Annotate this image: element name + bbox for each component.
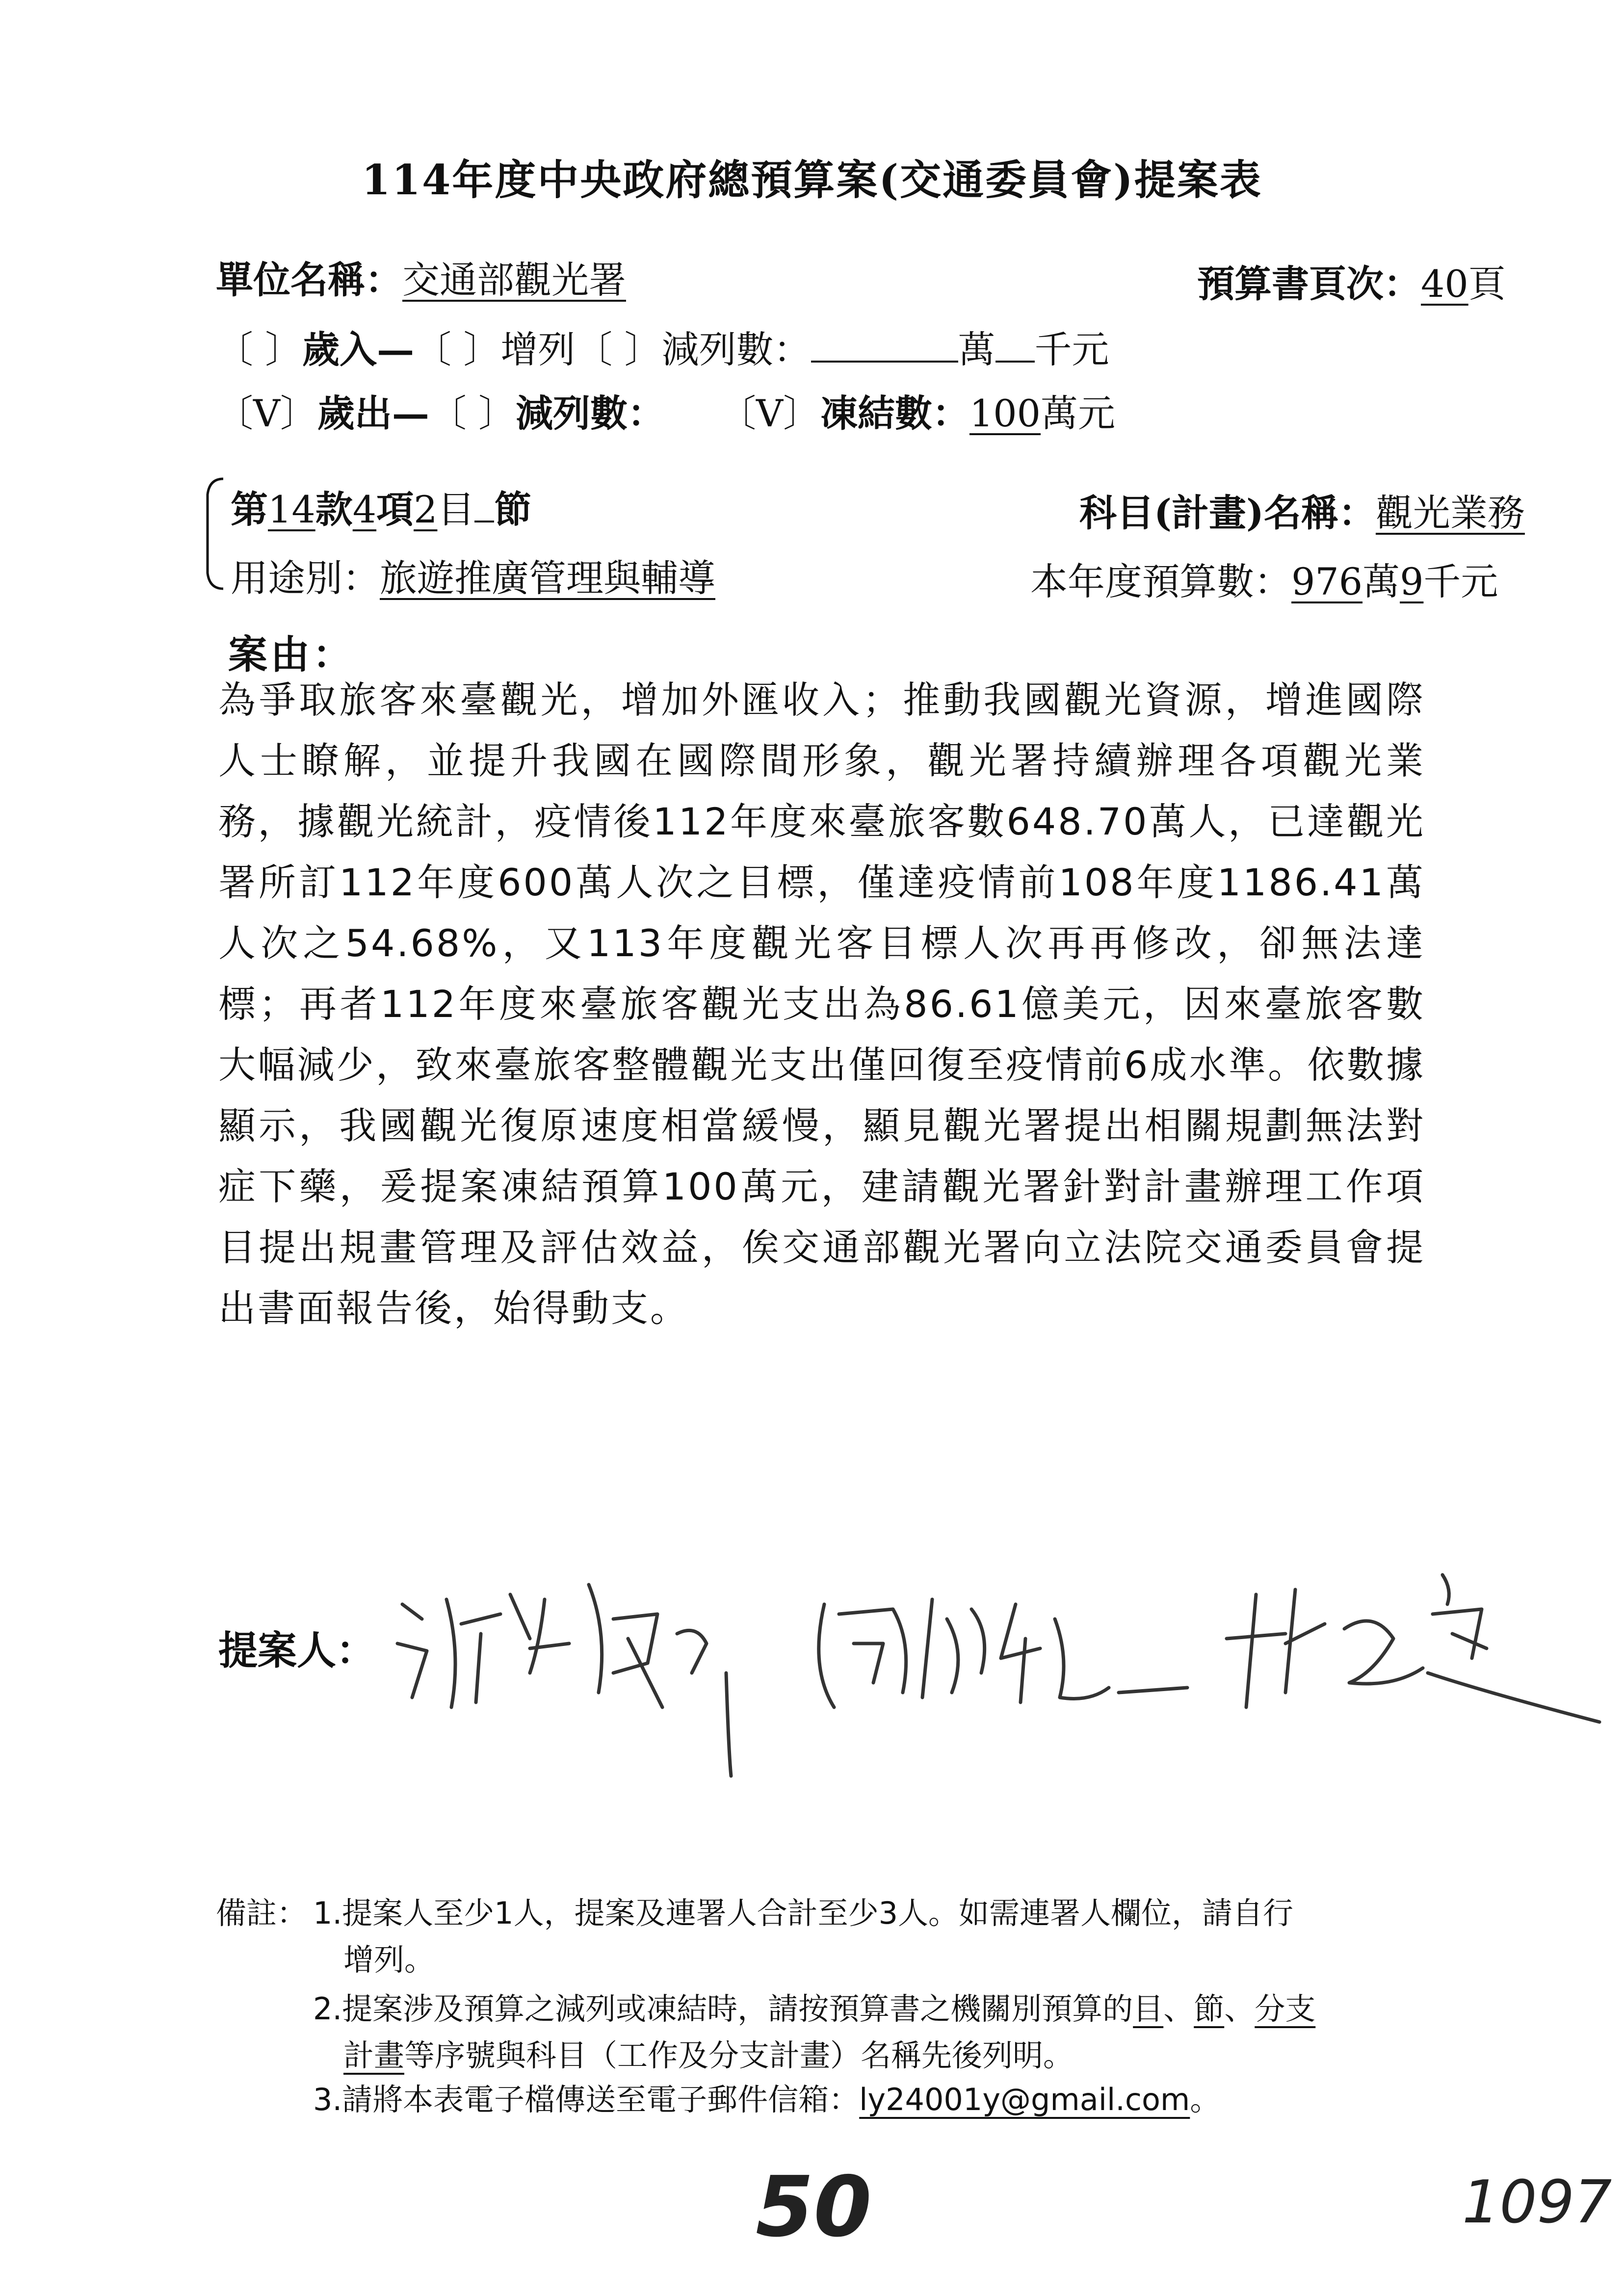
note-1-num: 1. [313, 1895, 342, 1931]
signature-1 [397, 1585, 707, 1707]
note-2-num: 2. [313, 1991, 342, 2027]
item-row [231, 480, 531, 533]
reason-heading: 案由： [228, 631, 355, 678]
purpose [231, 548, 715, 602]
budget-page [1197, 254, 1506, 308]
item-jie-label: 節 [494, 488, 532, 531]
annual-budget-label: 本年度預算數： [1030, 560, 1291, 603]
expense-freeze-unit: 萬元 [1041, 391, 1116, 435]
item-xiang: 4 [352, 488, 377, 531]
revenue-wan-blank [811, 331, 958, 363]
expense-label: 歲出— [317, 391, 429, 435]
budget-page-value: 40 [1421, 262, 1468, 306]
item-jie-blank [474, 491, 494, 522]
subject-label: 科目(計畫)名稱： [1079, 491, 1376, 535]
reason-text: 為爭取旅客來臺觀光，增加外匯收入；推動我國觀光資源，增進國際人士瞭解，並提升我國在國際間形象，觀光署持續辦理各項觀光業務，據觀光統計，疫情後112年度來臺旅客數648.70萬人，已達觀光署所訂112年度600萬人次之目標，僅達疫情前108年度1186.41萬人次之54.68%，又113年度觀光客目標人次再再修改，卻無法達標；再者112年度來臺旅客觀光支出為86.61億美元，因來臺旅客數大幅減少，致來臺旅客整體觀光支出僅回復至疫情前6成水準。依數據顯示，我國觀光復原速度相當緩慢，顯見觀光署提出相關規劃無法對症下藥，爰提案凍結預算100萬元，建請觀光署針對計畫辦理工作項目提出規畫管理及評估效益，俟交通部觀光署向立法院交通委員會提出書面報告後，始得動支。 [218, 678, 1425, 1330]
note-1-text: 提案人至少1人，提案及連署人合計至少3人。如需連署人欄位，請自行 [342, 1895, 1294, 1931]
item-mu: 2 [414, 488, 438, 531]
proposer-label: 提案人： [218, 1627, 375, 1673]
revenue-wan-unit: 萬 [958, 328, 995, 371]
revenue-decrease-label: 減列數： [661, 328, 811, 371]
note-2-sep2: 、 [1224, 1991, 1255, 2027]
expense-checkbox: 〔V〕 [216, 391, 317, 435]
note-3-end: 。 [1190, 2082, 1221, 2117]
note-2-u2: 節 [1194, 1991, 1225, 2027]
subject-value: 觀光業務 [1375, 491, 1525, 535]
notes-label: 備註： [216, 1895, 308, 1931]
revenue-qian-unit: 千元 [1034, 328, 1109, 371]
item-mu-label: 目 [437, 488, 475, 531]
purpose-label: 用途別： [231, 556, 380, 600]
purpose-value: 旅遊推廣管理與輔導 [380, 556, 715, 600]
note-2-text: 提案涉及預算之減列或凍結時，請按預算書之機關別預算的 [342, 1991, 1133, 2027]
expense-freeze-checkbox: 〔V〕 [719, 391, 820, 435]
note-3-email: ly24001y@gmail.com [859, 2082, 1190, 2117]
note-3-text: 請將本表電子檔傳送至電子郵件信箱： [342, 2082, 860, 2117]
document-title: 114年度中央政府總預算案(交通委員會)提案表 [362, 156, 1262, 204]
note-2-cont-u: 計畫 [343, 2037, 405, 2073]
handwritten-corner-number: 1097 [1462, 2168, 1612, 2237]
unit-name-value: 交通部觀光署 [402, 258, 626, 302]
revenue-increase-label: 增列 [500, 328, 576, 371]
revenue-decrease-checkbox: 〔 〕 [575, 328, 662, 371]
note-1 [313, 1889, 1293, 1932]
expense-decrease-label: 減列數： [516, 391, 665, 435]
revenue-label: 歲入— [302, 328, 415, 371]
proposer-signatures [383, 1545, 1619, 1781]
annual-budget-wan-unit: 萬 [1362, 560, 1400, 603]
note-3 [313, 2075, 1220, 2119]
expense-freeze-value: 100 [969, 391, 1041, 435]
item-kuan: 14 [268, 488, 315, 531]
note-1-cont: 增列。 [343, 1942, 435, 1978]
subject [1079, 483, 1525, 537]
note-2 [313, 1984, 1315, 2028]
item-kuan-label: 款 [315, 488, 353, 531]
unit-name-label: 單位名稱： [216, 258, 402, 302]
revenue-checkbox: 〔 〕 [216, 328, 303, 371]
annual-budget-qian-unit: 千元 [1423, 560, 1498, 603]
budget-page-suffix: 頁 [1468, 262, 1506, 306]
note-2-cont [343, 2031, 1074, 2075]
annual-budget [1030, 552, 1498, 605]
note-2-cont-rest: 等序號與科目（工作及分支計畫）名稱先後列明。 [404, 2037, 1074, 2073]
item-xiang-label: 項 [376, 488, 414, 531]
note-2-u1: 目 [1133, 1991, 1164, 2027]
annual-budget-wan: 976 [1291, 560, 1363, 603]
unit-name [216, 250, 626, 304]
item-di: 第 [231, 488, 268, 531]
signature-2 [819, 1599, 1187, 1707]
expense-freeze-label: 凍結數： [820, 391, 969, 435]
handwritten-page-number: 50 [756, 2159, 872, 2256]
note-2-u3: 分支 [1255, 1991, 1316, 2027]
revenue-increase-checkbox: 〔 〕 [414, 328, 501, 371]
brace-bracket [194, 475, 228, 593]
annual-budget-qian: 9 [1400, 560, 1424, 603]
note-3-num: 3. [313, 2082, 342, 2117]
expense-decrease-checkbox: 〔 〕 [429, 391, 516, 435]
expense-row [216, 384, 1115, 437]
budget-page-label: 預算書頁次： [1197, 262, 1421, 306]
revenue-row [216, 320, 1109, 373]
revenue-qian-blank [995, 331, 1035, 363]
signature-stroke-down [726, 1673, 731, 1776]
note-2-sep1: 、 [1163, 1991, 1194, 2027]
signature-3 [1227, 1575, 1599, 1722]
